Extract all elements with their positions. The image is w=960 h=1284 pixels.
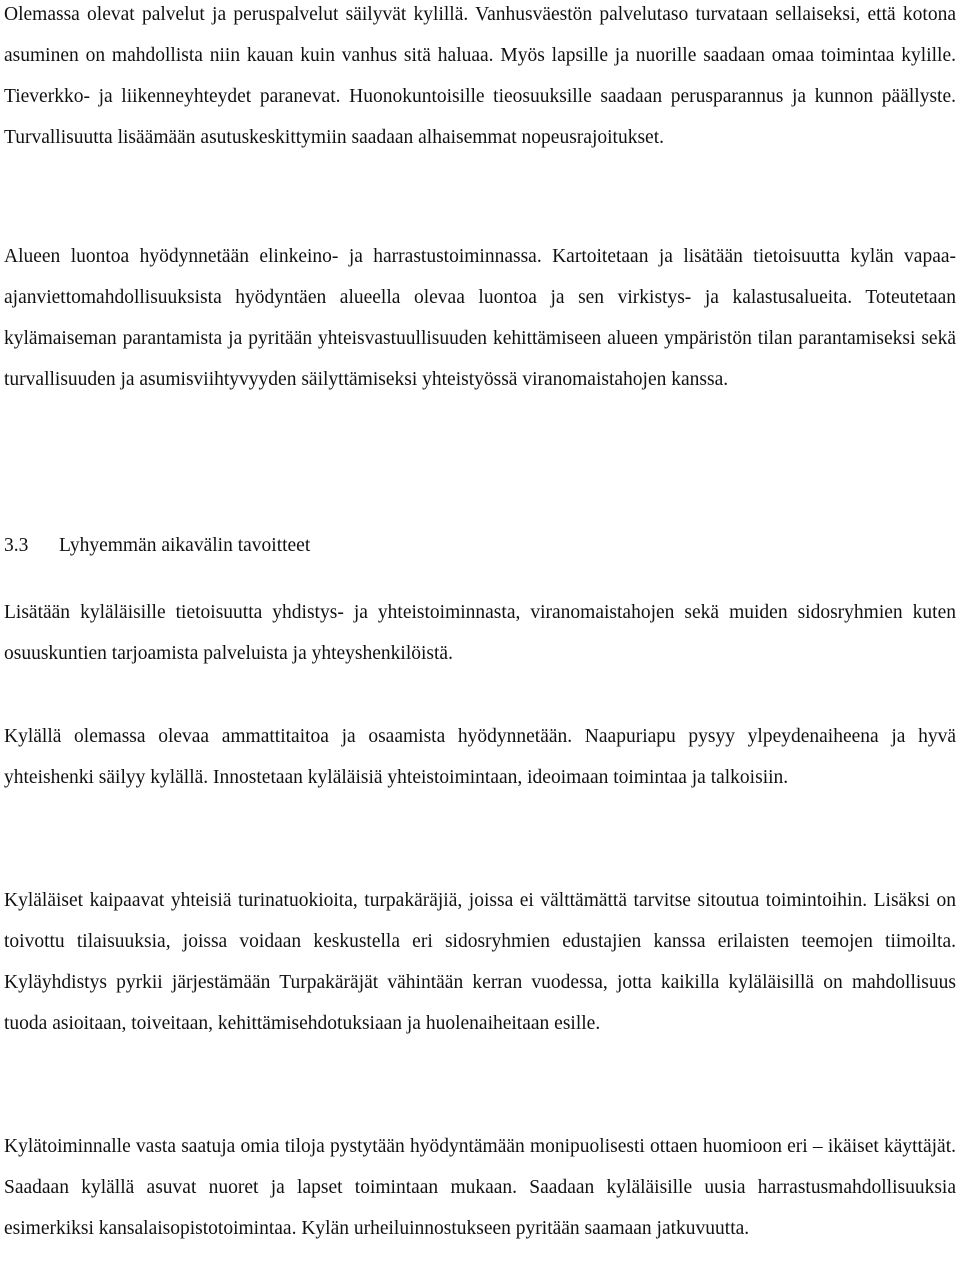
- section-paragraph-3: Kyläläiset kaipaavat yhteisiä turinatuokioita, turpakäräjiä, joissa ei välttämättä tarvitse sitoutua toimintoihin. Lisäksi on toivottu tilaisuuksia, joissa voidaan keskustella eri sidosryhmien edustajien kanssa erilaisten teemojen tiimoilta. Kyläyhdistys pyrkii järjestämään Turpakäräjät vähintään kerran vuodessa, jotta kaikilla kyläläisillä on mahdollisuus tuoda asioitaan, toiveitaan, kehittämisehdotuksiaan ja huolenaiheitaan esille.: [4, 890, 956, 1034]
- section-paragraph-2: Kylällä olemassa olevaa ammattitaitoa ja osaamista hyödynnetään. Naapuriapu pysyy ylpeydenaiheena ja hyvä yhteishenki säilyy kylällä. Innostetaan kyläläisiä yhteistoimintaan, ideoimaan toimintaa ja talkoisiin.: [4, 726, 956, 788]
- intro-paragraph-1: Olemassa olevat palvelut ja peruspalvelut säilyvät kylillä. Vanhusväestön palvelutaso turvataan sellaiseksi, että kotona asuminen on mahdollista niin kauan kuin vanhus sitä haluaa. Myös lapsille ja nuorille saadaan omaa toimintaa kylille. Tieverkko- ja liikenneyhteydet paranevat. Huonokuntoisille tieosuuksille saadaan perusparannus ja kunnon päällyste. Turvallisuutta lisäämään asutuskeskittymiin saadaan alhaisemmat nopeusrajoitukset.: [4, 4, 956, 148]
- section-paragraph-1: Lisätään kyläläisille tietoisuutta yhdistys- ja yhteistoiminnasta, viranomaistahojen sekä muiden sidosryhmien kuten osuuskuntien tarjoamista palveluista ja yhteyshenkilöistä.: [4, 602, 956, 664]
- section-paragraph-4: Kylätoiminnalle vasta saatuja omia tiloja pystytään hyödyntämään monipuolisesti ottaen huomioon eri – ikäiset käyttäjät. Saadaan kylällä asuvat nuoret ja lapset toimintaan mukaan. Saadaan kyläläisille uusia harrastusmahdollisuuksia esimerkiksi kansalaisopistotoimintaa. Kylän urheiluinnostukseen pyritään saamaan jatkuvuutta.: [4, 1136, 956, 1239]
- section-number: 3.3: [4, 535, 29, 556]
- intro-paragraph-2: Alueen luontoa hyödynnetään elinkeino- ja harrastustoiminnassa. Kartoitetaan ja lisätään tietoisuutta kylän vapaa-ajanviettomahdollisuuksista hyödyntäen alueella olevaa luontoa ja sen virkistys- ja kalastusalueita. Toteutetaan kylämaiseman parantamista ja pyritään yhteisvastuullisuuden kehittämiseen alueen ympäristön tilan parantamiseksi sekä turvallisuuden ja asumisviihtyvyyden säilyttämiseksi yhteistyössä viranomaistahojen kanssa.: [4, 246, 956, 390]
- section-title: Lyhyemmän aikavälin tavoitteet: [59, 535, 311, 556]
- section-heading: [4, 525, 956, 566]
